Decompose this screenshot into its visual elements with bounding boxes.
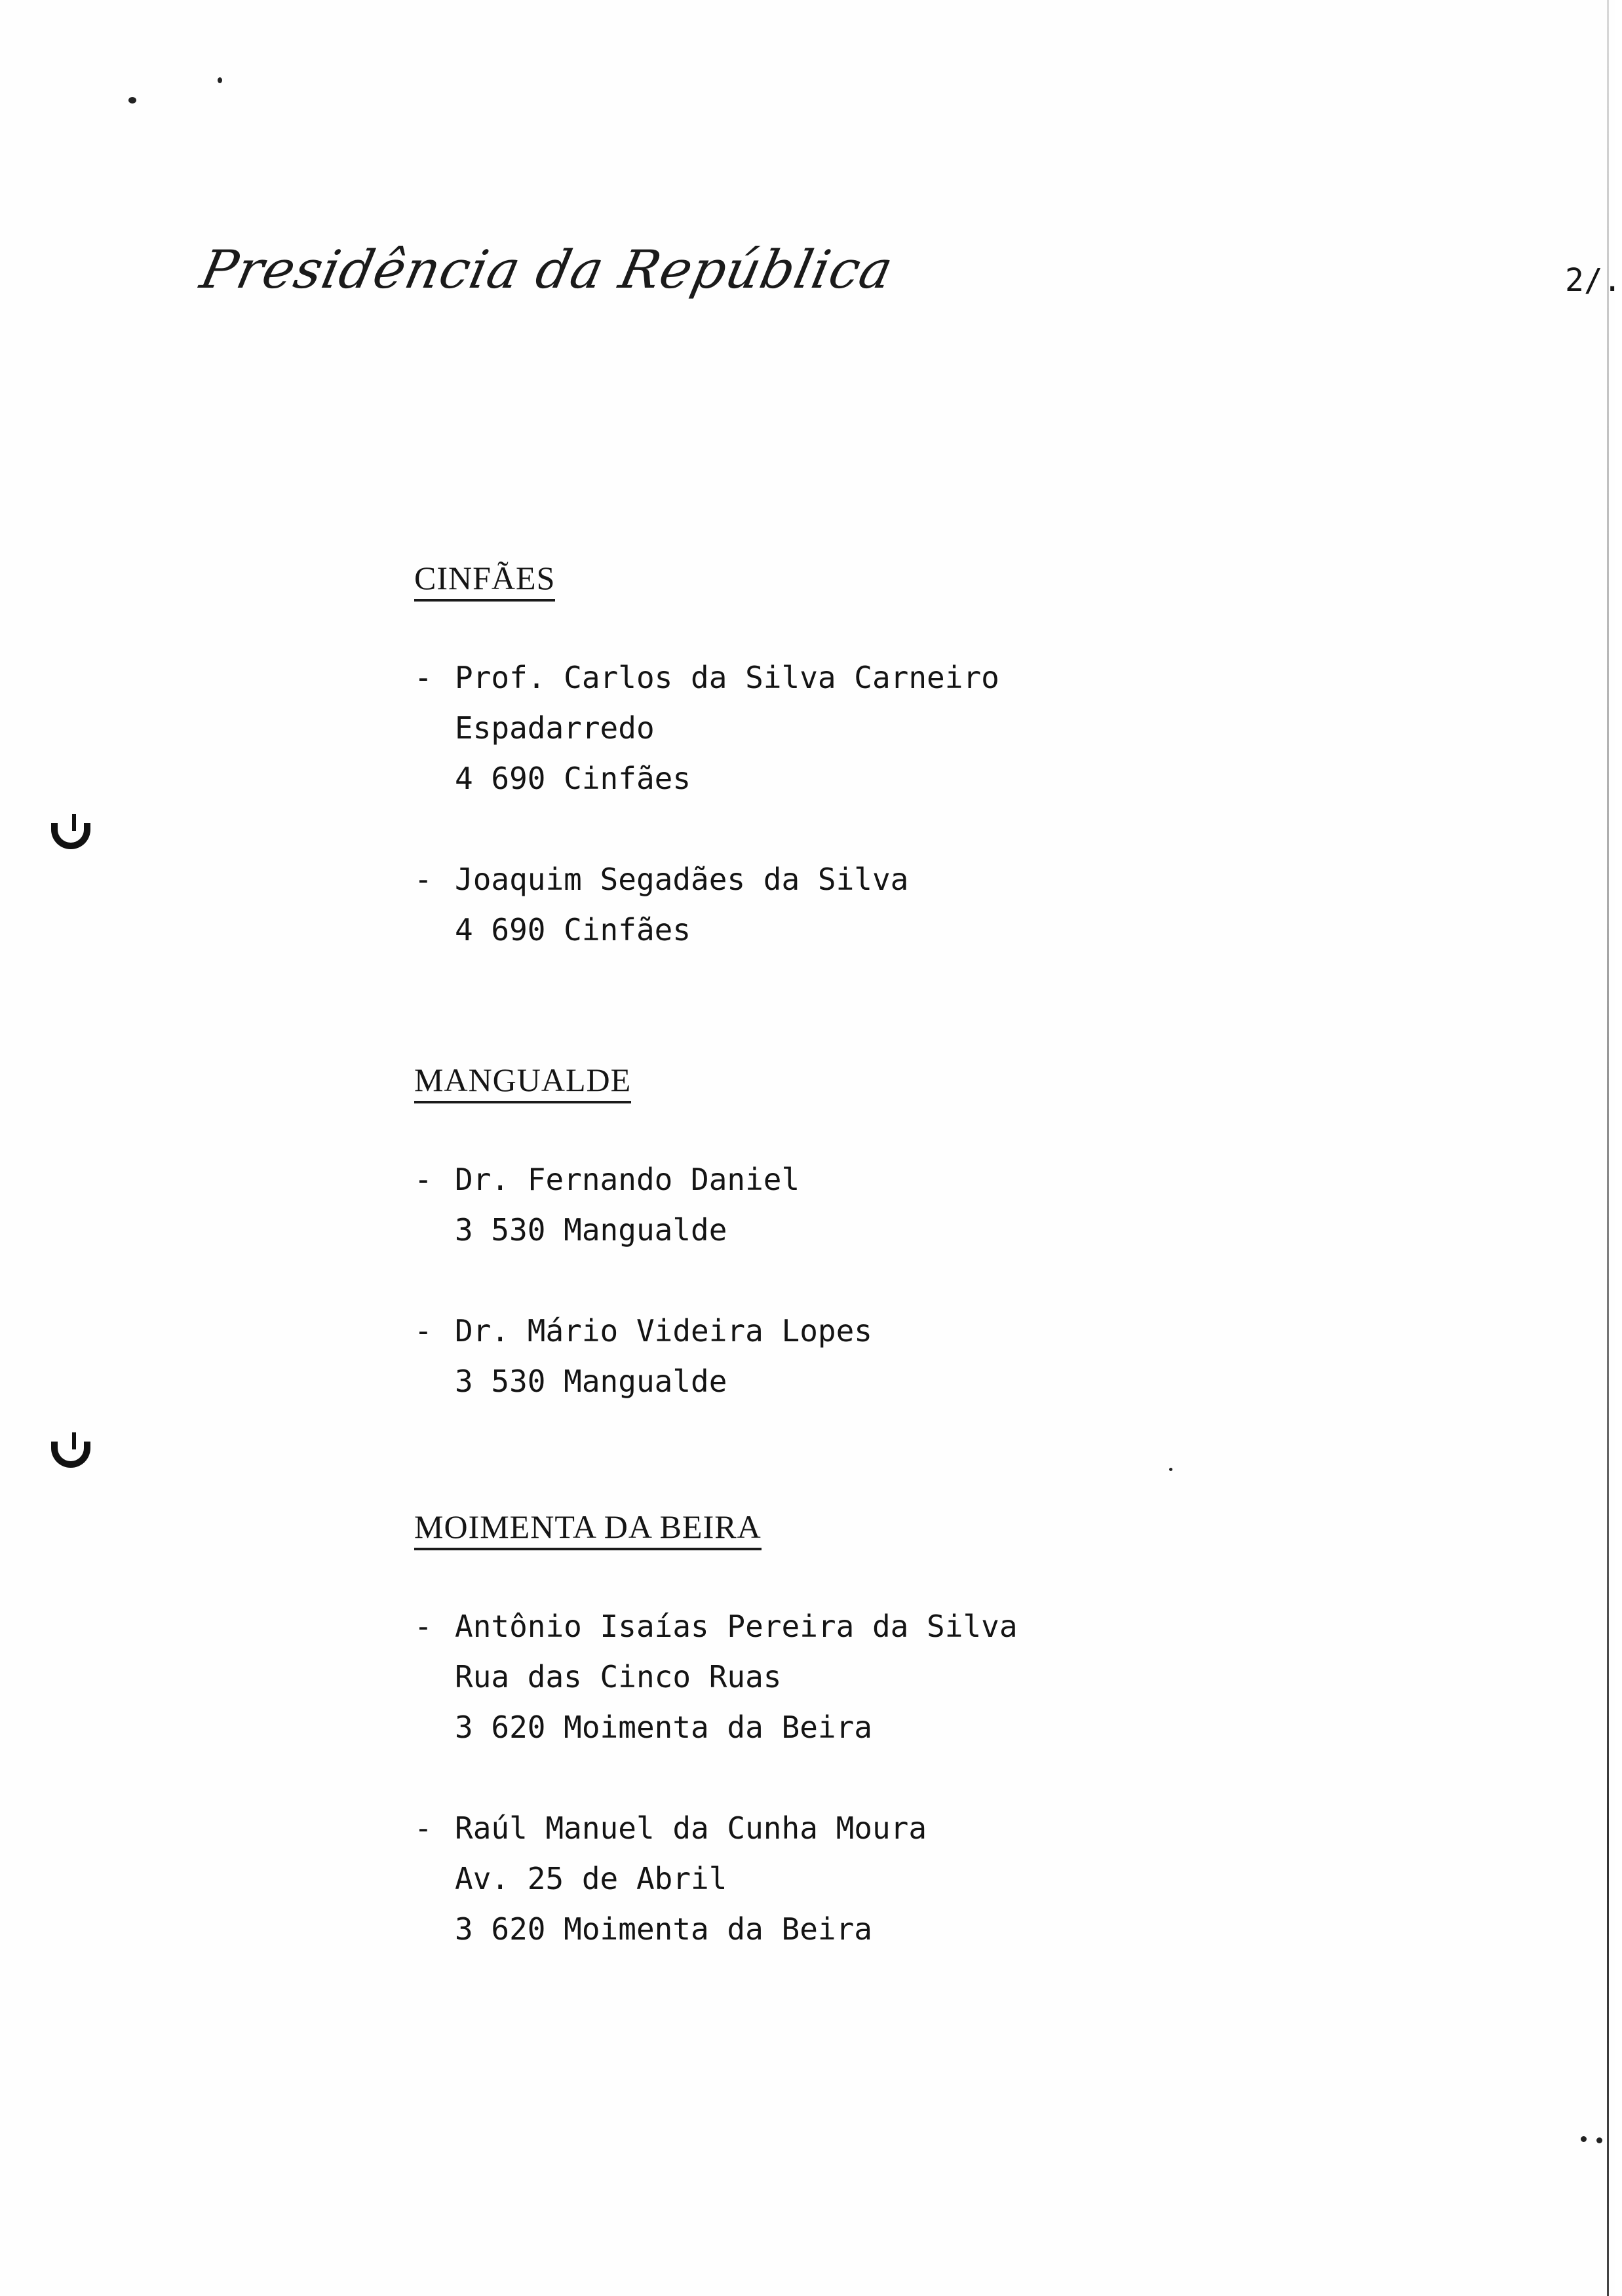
- entry-name: Joaquim Segadães da Silva: [455, 862, 909, 897]
- page-number: 2/.: [1565, 262, 1622, 299]
- entry-line: Rua das Cinco Ruas: [455, 1659, 782, 1694]
- entry-line: 3 620 Moimenta da Beira: [455, 1911, 872, 1947]
- list-dash: -: [414, 1313, 433, 1349]
- section-heading: MANGUALDE: [414, 1060, 631, 1103]
- page-edge-shadow: [1607, 0, 1609, 2296]
- list-dash: -: [414, 1162, 433, 1197]
- scan-speck: [1169, 1468, 1172, 1471]
- list-dash: -: [414, 862, 433, 897]
- list-dash: -: [414, 1810, 433, 1846]
- address-entry: [414, 1601, 1332, 1753]
- letterhead-title: Presidência da República: [195, 239, 899, 300]
- entry-name: Raúl Manuel da Cunha Moura: [455, 1810, 927, 1846]
- entry-line: 4 690 Cinfães: [455, 912, 691, 947]
- list-dash: -: [414, 1609, 433, 1644]
- scan-speck: [1581, 2136, 1587, 2142]
- scan-speck: [1596, 2137, 1602, 2143]
- entry-line: 3 530 Mangualde: [455, 1364, 727, 1399]
- entry-list: [414, 1601, 1332, 1955]
- entry-line: 4 690 Cinfães: [455, 761, 691, 796]
- scan-speck: [218, 77, 222, 83]
- binder-punch-mark: [51, 823, 90, 849]
- entry-line: 3 530 Mangualde: [455, 1212, 727, 1248]
- binder-punch-mark: [51, 1442, 90, 1468]
- address-entry: [414, 653, 1332, 804]
- list-dash: -: [414, 660, 433, 695]
- section-mangualde: [414, 1060, 1332, 1407]
- entry-list: [414, 1155, 1332, 1407]
- address-entry: [414, 1155, 1332, 1255]
- entry-name: Dr. Mário Videira Lopes: [455, 1313, 872, 1349]
- section-heading: CINFÃES: [414, 558, 555, 602]
- section-heading: MOIMENTA DA BEIRA: [414, 1507, 762, 1550]
- section-cinfaes: [414, 558, 1332, 955]
- entry-name: Dr. Fernando Daniel: [455, 1162, 800, 1197]
- entry-line: Av. 25 de Abril: [455, 1861, 727, 1896]
- section-moimenta-da-beira: [414, 1507, 1332, 1955]
- address-entry: [414, 1803, 1332, 1955]
- scan-speck: [128, 97, 136, 104]
- address-entry: [414, 854, 1332, 955]
- entry-line: 3 620 Moimenta da Beira: [455, 1710, 872, 1745]
- entry-name: Antônio Isaías Pereira da Silva: [455, 1609, 1018, 1644]
- entry-list: [414, 653, 1332, 955]
- entry-line: Espadarredo: [455, 710, 655, 746]
- address-entry: [414, 1306, 1332, 1407]
- entry-name: Prof. Carlos da Silva Carneiro: [455, 660, 999, 695]
